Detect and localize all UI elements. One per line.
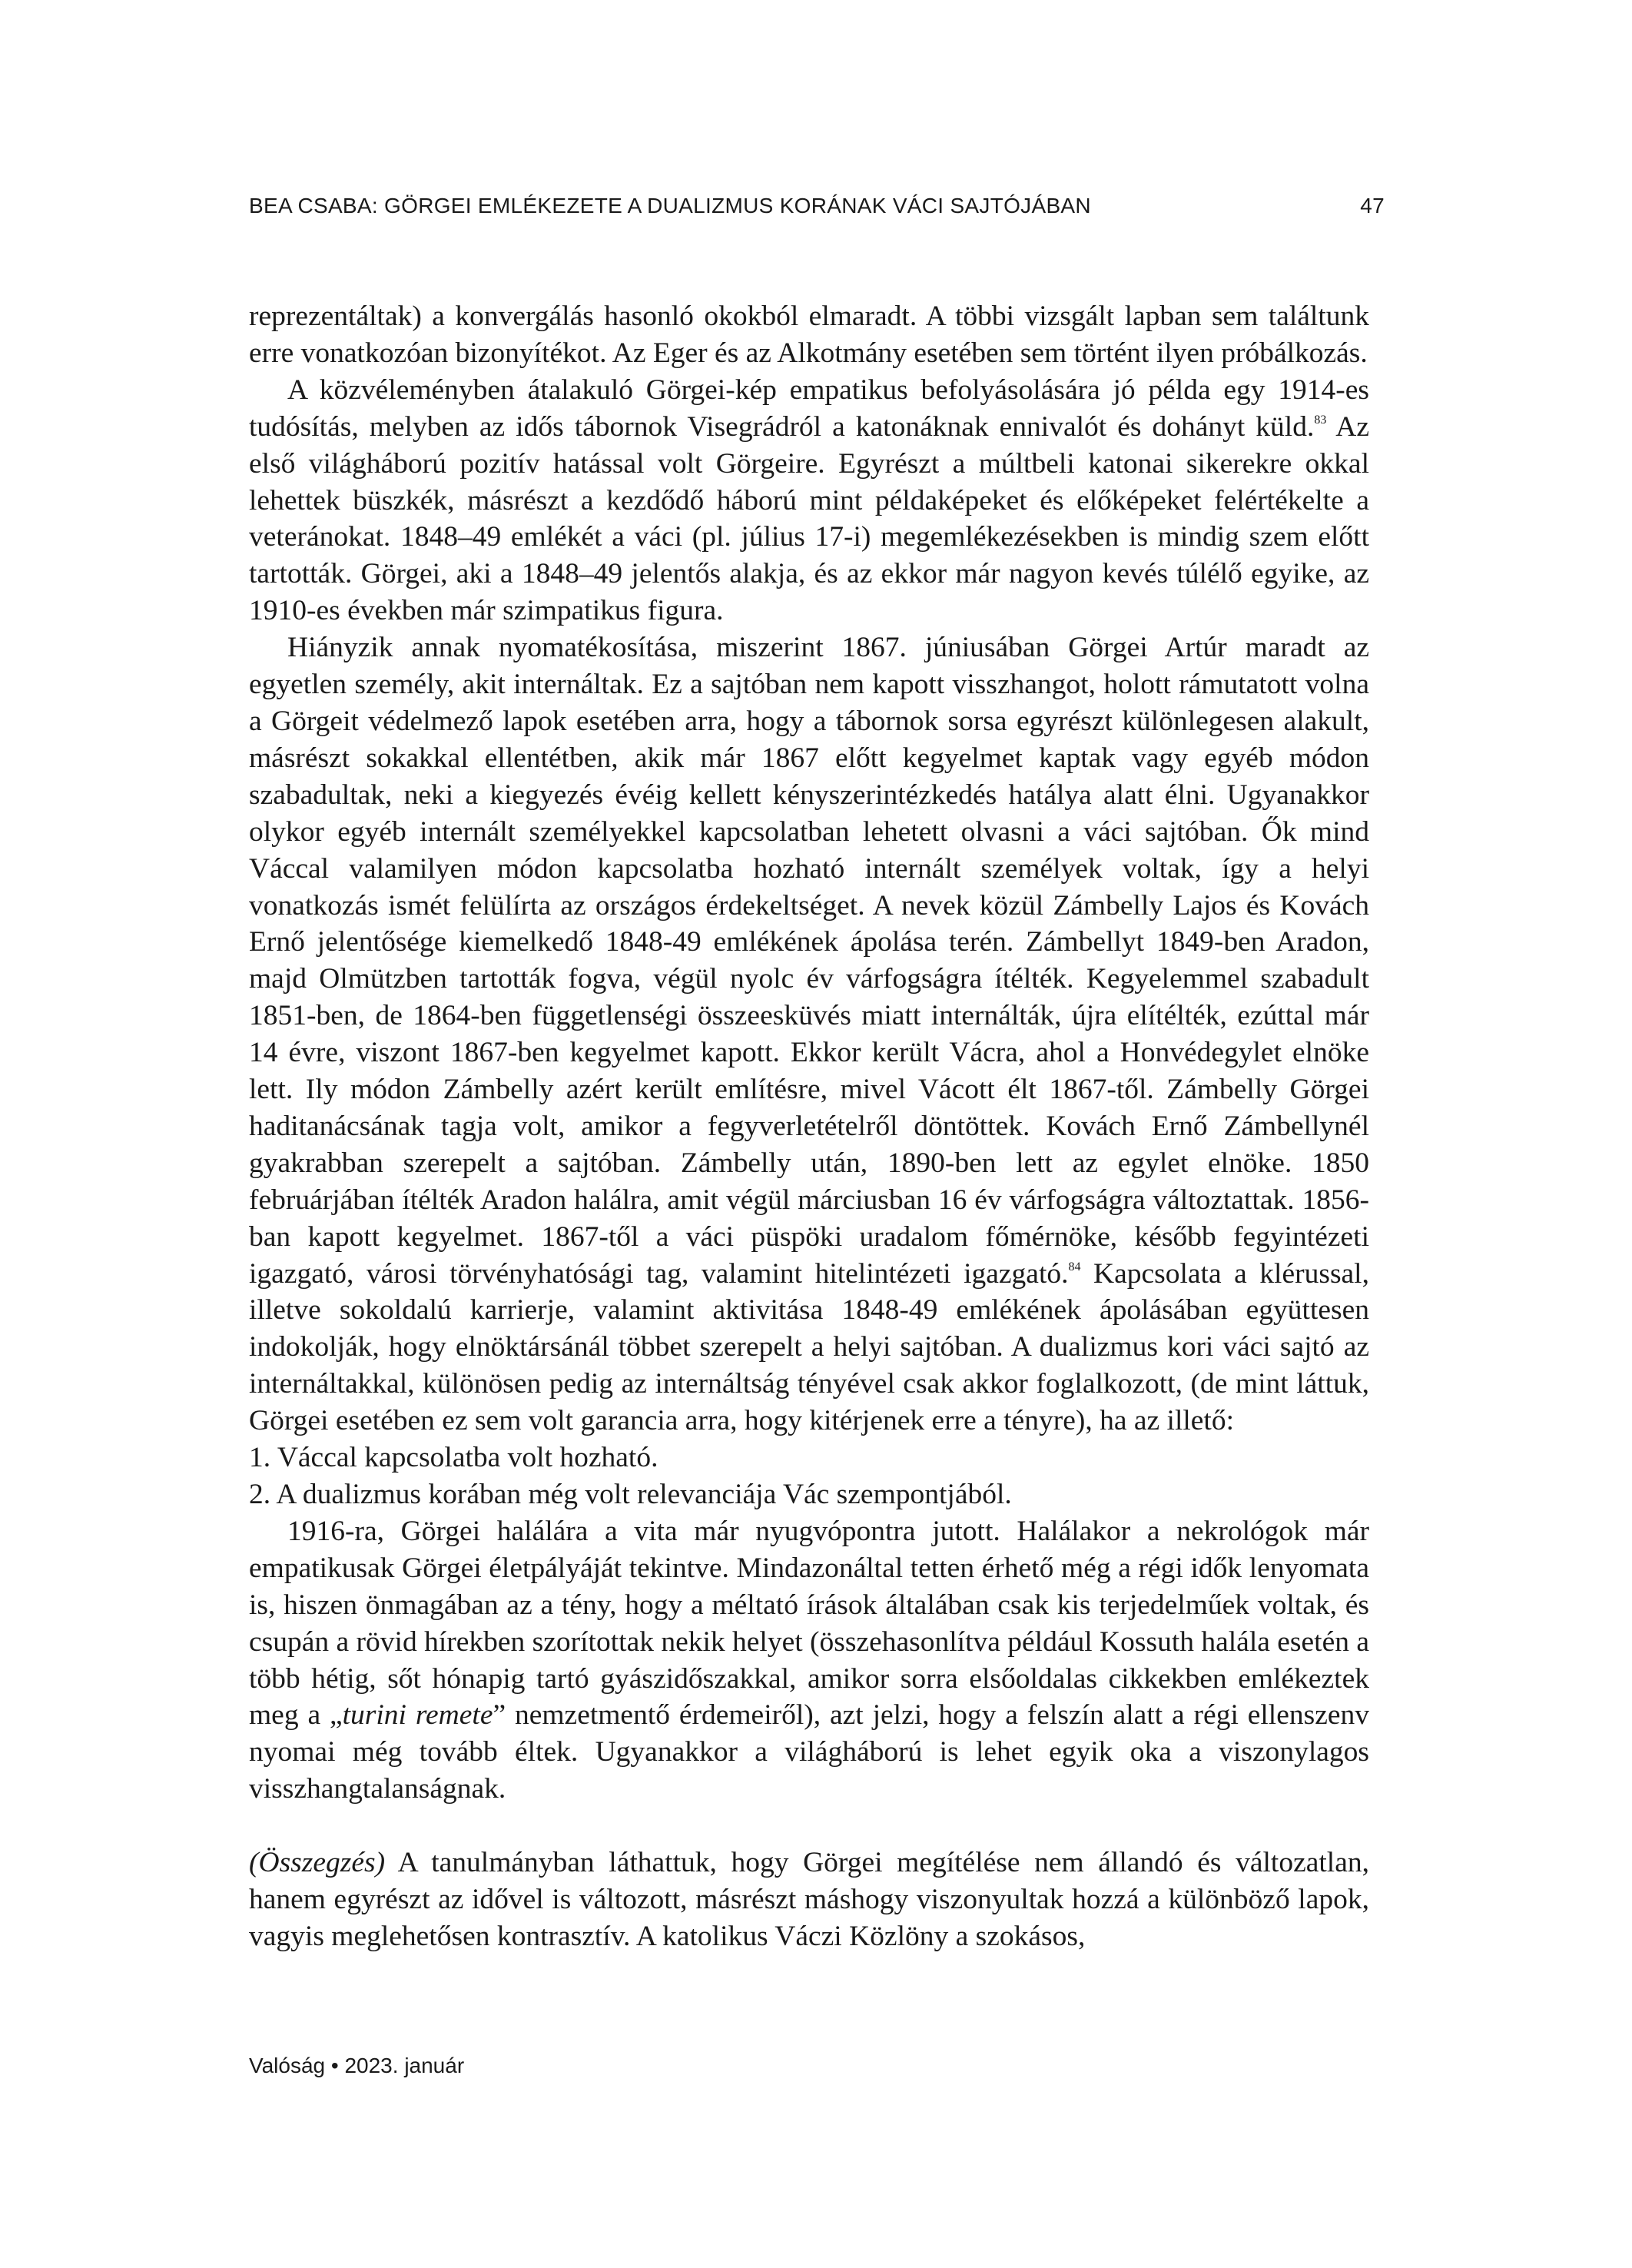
italic-quote: turini remete: [342, 1699, 493, 1732]
list-item: [249, 1439, 1369, 1476]
paragraph: [249, 629, 1369, 1439]
footnote-ref: 83: [1314, 413, 1327, 427]
paragraph: [249, 1845, 1369, 1955]
running-footer: Valóság • 2023. január: [249, 2054, 465, 2077]
footnote-ref: 84: [1068, 1260, 1081, 1273]
paragraph-text: 1916-ra, Görgei halálára a vita már nyugvópontra jutott. Halálakor a nekrológok már empatikusak Görgei életpályáját tekintve. Mindazonáltal tetten érhető még a régi idők lenyomata is, hiszen önmagában az a tény, hogy a méltató írások általában csak kis terjedelműek voltak, és csupán a rövid hírekben szorítottak nekik helyet (összehasonlítva például Kossuth halála esetén a több hétig, sőt hónapig tartó gyászidőszakkal, amikor sorra elsőoldalas cikkekben emlékeztek meg a „: [249, 1515, 1369, 1732]
paragraph-text: A tanulmányban láthattuk, hogy Görgei megítélése nem állandó és változatlan, hanem egyrészt az idővel is változott, másrészt máshogy viszonyultak hozzá a különböző lapok, vagyis meglehetősen kontrasztív. A katolikus Váczi Közlöny a szokásos,: [249, 1847, 1369, 1952]
paragraph-text: Hiányzik annak nyomatékosítása, miszerint 1867. júniusában Görgei Artúr maradt az egyetlen személy, akit internáltak. Ez a sajtóban nem kapott visszhangot, holott rámutatott volna a Görgeit védelmező lapok esetében arra, hogy a tábornok sorsa egyrészt különlegesen alakult, másrészt sokakkal ellentétben, akik már 1867 előtt kegyelmet kaptak vagy egyéb módon szabadultak, neki a kiegyezés évéig kellett kényszerintézkedés hatálya alatt élni. Ugyanakkor olykor egyéb internált személyekkel kapcsolatban lehetett olvasni a váci sajtóban. Ők mind Váccal valamilyen módon kapcsolatba hozható internált személyek voltak, így a helyi vonatkozás ismét felülírta az országos érdekeltséget. A nevek közül Zámbelly Lajos és Kovách Ernő jelentősége kiemelkedő 1848-49 emlékének ápolása terén. Zámbellyt 1849-ben Aradon, majd Olmützben tartották fogva, végül nyolc év várfogságra ítélték. Kegyelemmel szabadult 1851-ben, de 1864-ben függetlenségi összeesküvés miatt internálták, újra elítélték, ezúttal már 14 évre, viszont 1867-ben kegyelmet kapott. Ekkor került Vácra, ahol a Honvédegylet elnöke lett. Ily módon Zámbelly azért került említésre, mivel Vácott élt 1867-től. Zámbelly Görgei haditanácsának tagja volt, amikor a fegyverletételről döntöttek. Kovách Ernő Zámbellynél gyakrabban szerepelt a sajtóban. Zámbelly után, 1890-ben lett az egylet elnöke. 1850 februárjában ítélték Aradon halálra, amit végül márciusban 16 év várfogságra változtattak. 1856-ban kapott kegyelmet. 1867-től a váci püspöki uradalom főmérnöke, később fegyintézeti igazgató, városi törvényhatósági tag, valamint hitelintézeti igazgató.: [249, 632, 1369, 1290]
list-item-text: 1. Váccal kapcsolatba volt hozható.: [249, 1442, 658, 1474]
running-header: [249, 191, 1385, 221]
paragraph-text: ” nemzetmentő érdemeiről), azt jelzi, hogy a felszín alatt a régi ellenszenv nyomai még tovább éltek. Ugyanakkor a világháború is lehet egyik oka a viszonylagos visszhangtalanságnak.: [249, 1699, 1369, 1805]
paragraph-text: A közvéleményben átalakuló Görgei-kép empatikus befolyásolására jó példa egy 1914-es tudósítás, melyben az idős tábornok Visegrádról a katonáknak ennivalót és dohányt küld.: [249, 374, 1369, 443]
paragraph: [249, 298, 1369, 372]
list-item-text: 2. A dualizmus korában még volt relevanciája Vác szempontjából.: [249, 1479, 1012, 1510]
paragraph-text: reprezentáltak) a konvergálás hasonló okokból elmaradt. A többi vizsgált lapban sem találtunk erre vonatkozóan bizonyítékot. Az Eger és az Alkotmány esetében sem történt ilyen próbálkozás.: [249, 301, 1369, 369]
list-item: [249, 1476, 1369, 1513]
body-text: [249, 298, 1369, 1955]
running-header-title: BEA CSABA: GÖRGEI EMLÉKEZETE A DUALIZMUS KORÁNAK VÁCI SAJTÓJÁBAN: [249, 194, 1091, 218]
paragraph: [249, 372, 1369, 629]
page-number: 47: [1360, 194, 1385, 218]
section-label: (Összegzés): [249, 1847, 386, 1879]
paragraph: [249, 1513, 1369, 1808]
paragraph-text: Az első világháború pozitív hatással volt Görgeire. Egyrészt a múltbeli katonai sikerekre okkal lehettek büszkék, másrészt a kezdődő háború mint példaképeket és előképeket felértékelte a veteránokat. 1848–49 emlékét a váci (pl. július 17-i) megemlékezésekben is mindig szem előtt tartották. Görgei, aki a 1848–49 jelentős alakja, és az ekkor már nagyon kevés túlélő egyike, az 1910-es években már szimpatikus figura.: [249, 410, 1369, 627]
paragraph-text: Kapcsolata a klérussal, illetve sokoldalú karrierje, valamint aktivitása 1848-49 emlékének ápolásában együttesen indokolják, hogy elnöktársánál többet szerepelt a helyi sajtóban. A dualizmus kori váci sajtó az internáltakkal, különösen pedig az internáltság tényével csak akkor foglalkozott, (de mint láttuk, Görgei esetében ez sem volt garancia arra, hogy kitérjenek erre a tényre), ha az illető:: [249, 1257, 1369, 1437]
